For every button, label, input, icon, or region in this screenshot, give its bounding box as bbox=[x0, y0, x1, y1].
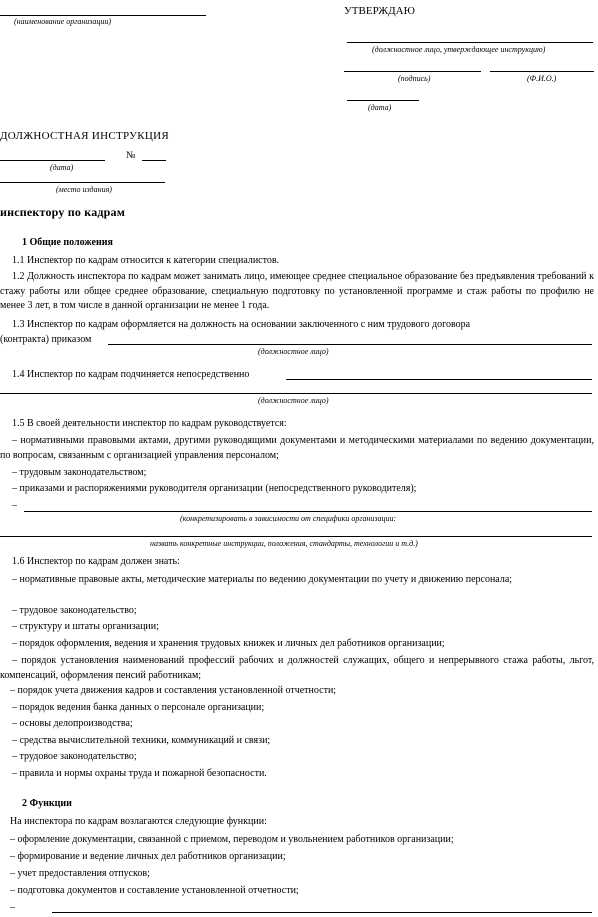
p1-3-caption: (должностное лицо) bbox=[258, 347, 329, 356]
p1-4-caption: (должностное лицо) bbox=[258, 396, 329, 405]
p1-5-caption-1: (конкретизировать в зависимости от специфики организации: bbox=[180, 514, 397, 523]
p1-5-fill-line-2[interactable] bbox=[0, 536, 592, 537]
p1-6-item-6: – порядок учета движения кадров и составления установленной отчетности; bbox=[10, 685, 337, 696]
place-caption: (место издания) bbox=[56, 185, 112, 194]
place-line[interactable] bbox=[0, 182, 165, 183]
p1-5-fill-line-1[interactable] bbox=[24, 511, 592, 512]
p1-4: 1.4 Инспектор по кадрам подчиняется непосредственно bbox=[12, 369, 250, 380]
p1-5-item-1: – нормативными правовыми актами, другими руководящими документами и методическими материалами по ведению документации, по вопросам, связанным с организацией управления персоналом; bbox=[0, 435, 594, 461]
p1-6-item-5: – порядок установления наименований профессий рабочих и должностей служащих, общего и непрерывного стажа работы, льгот, компенсаций, оформления пенсий работникам; bbox=[0, 655, 594, 681]
p1-6-item-11: – правила и нормы охраны труда и пожарной безопасности. bbox=[12, 768, 267, 779]
p1-5-item-4: – bbox=[12, 500, 17, 511]
p1-5-item-3: – приказами и распоряжениями руководителя организации (непосредственного руководителя); bbox=[12, 483, 417, 494]
p1-4-fill-line-2[interactable] bbox=[0, 393, 592, 394]
section1-heading: 1 Общие положения bbox=[22, 237, 113, 248]
p1-6-item-9: – средства вычислительной техники, коммуникаций и связи; bbox=[12, 735, 271, 746]
p1-5-item-2: – трудовым законодательством; bbox=[12, 467, 147, 478]
approve-date-line[interactable] bbox=[347, 100, 419, 101]
p1-6-item-3: – структуру и штаты организации; bbox=[12, 621, 159, 632]
section2-item-4: – подготовка документов и составление установленной отчетности; bbox=[10, 885, 299, 896]
p1-6-item-10: – трудовое законодательство; bbox=[12, 751, 137, 762]
p1-1: 1.1 Инспектор по кадрам относится к категории специалистов. bbox=[12, 255, 280, 266]
p1-3-line2: (контракта) приказом bbox=[0, 334, 92, 345]
section2-heading: 2 Функции bbox=[22, 798, 72, 809]
p1-6-item-2: – трудовое законодательство; bbox=[12, 605, 137, 616]
section2-fill-line[interactable] bbox=[52, 912, 592, 913]
approver-position-line[interactable] bbox=[347, 42, 593, 43]
p1-3-fill-line[interactable] bbox=[108, 344, 592, 345]
section2-item-1: – оформление документации, связанной с приемом, переводом и увольнением работников организации; bbox=[10, 834, 454, 845]
p1-6-item-7: – порядок ведения банка данных о персонале организации; bbox=[12, 702, 265, 713]
p1-5-caption-2: назвать конкретные инструкции, положения, стандарты, технологии и т.д.) bbox=[150, 539, 418, 548]
section2-intro: На инспектора по кадрам возлагаются следующие функции: bbox=[10, 816, 267, 827]
p1-5: 1.5 В своей деятельности инспектор по кадрам руководствуется: bbox=[12, 418, 287, 429]
section2-item-5: – bbox=[10, 902, 15, 913]
section2-item-3: – учет предоставления отпусков; bbox=[10, 868, 150, 879]
document-kind: ДОЛЖНОСТНАЯ ИНСТРУКЦИЯ bbox=[0, 130, 170, 142]
fio-caption: (Ф.И.О.) bbox=[527, 74, 557, 83]
p1-6: 1.6 Инспектор по кадрам должен знать: bbox=[12, 556, 180, 567]
signature-line[interactable] bbox=[344, 71, 481, 72]
p1-6-item-4: – порядок оформления, ведения и хранения трудовых книжек и личных дел работников организации; bbox=[12, 638, 445, 649]
org-name-line[interactable] bbox=[0, 15, 206, 16]
p1-4-fill-line-1[interactable] bbox=[286, 379, 592, 380]
doc-date-caption: (дата) bbox=[50, 163, 74, 172]
org-name-caption: (наименование организации) bbox=[14, 17, 112, 26]
number-sign: № bbox=[126, 150, 136, 161]
approve-date-caption: (дата) bbox=[368, 103, 392, 112]
fio-line[interactable] bbox=[490, 71, 594, 72]
p1-6-item-8: – основы делопроизводства; bbox=[12, 718, 133, 729]
p1-3-line1: 1.3 Инспектор по кадрам оформляется на должность на основании заключенного с ним трудового договора bbox=[12, 319, 471, 330]
p1-2: 1.2 Должность инспектора по кадрам может занимать лицо, имеющее среднее специальное образование без предъявления требований к стажу работы или общее среднее образование, специальную подготовку по установленной программе и стаж работы по профилю не менее 3 лет, в том числе в данной организации не менее 1 года. bbox=[0, 271, 594, 311]
doc-date-line[interactable] bbox=[0, 160, 105, 161]
approve-label: УТВЕРЖДАЮ bbox=[344, 5, 415, 17]
approver-position-caption: (должностное лицо, утверждающее инструкцию) bbox=[372, 45, 546, 54]
signature-caption: (подпись) bbox=[398, 74, 431, 83]
doc-number-line[interactable] bbox=[142, 160, 166, 161]
section2-item-2: – формирование и ведение личных дел работников организации; bbox=[10, 851, 286, 862]
p1-6-item-1: – нормативные правовые акты, методические материалы по ведению документации по учету и движению персонала; bbox=[12, 574, 513, 585]
document-title: инспектору по кадрам bbox=[0, 205, 126, 219]
